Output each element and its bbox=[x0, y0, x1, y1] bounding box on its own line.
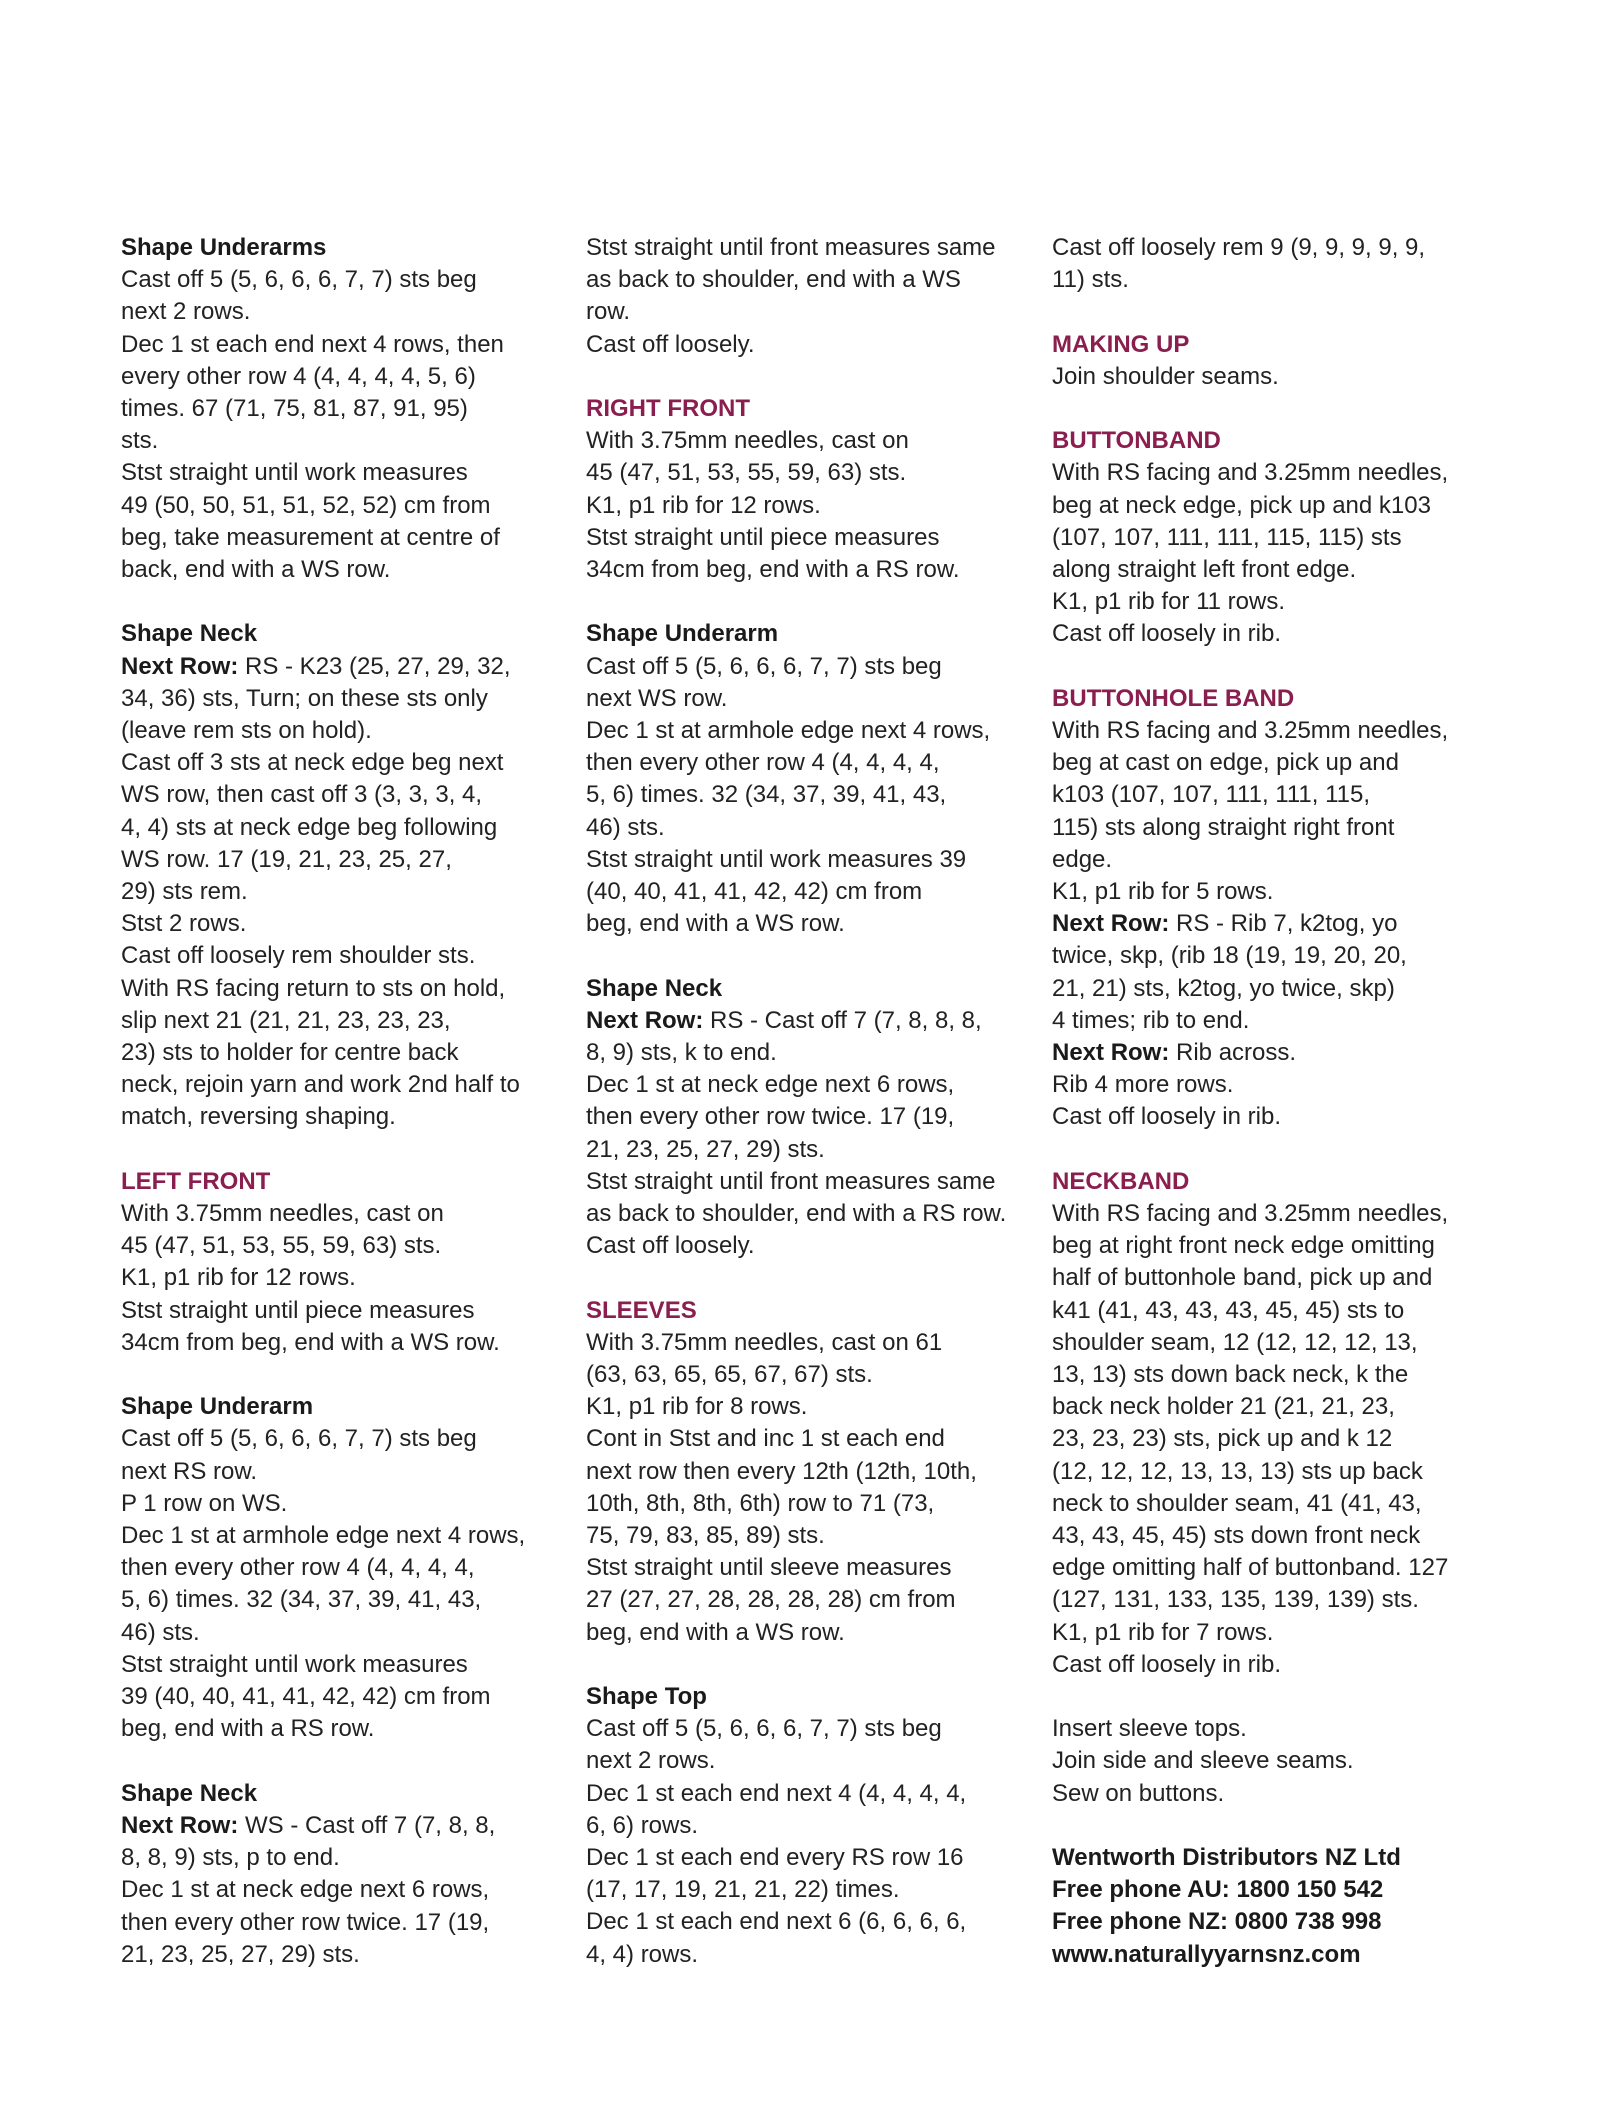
instruction-line: half of buttonhole band, pick up and bbox=[1052, 1264, 1433, 1292]
instruction-line: P 1 row on WS. bbox=[121, 1489, 288, 1517]
instruction-line: edge omitting half of buttonband. 127 bbox=[1052, 1554, 1449, 1582]
instruction-line: 4, 4) sts at neck edge beg following bbox=[121, 813, 498, 841]
instruction-line bbox=[1052, 908, 1512, 940]
instruction-line: beg, end with a RS row. bbox=[121, 1715, 375, 1743]
subsection-heading: Shape Neck bbox=[121, 1779, 258, 1807]
instruction-line: 4 times; rib to end. bbox=[1052, 1006, 1250, 1034]
row-label: Next Row: bbox=[121, 1811, 239, 1839]
instruction-line: K1, p1 rib for 12 rows. bbox=[586, 491, 821, 519]
instruction-line: row. bbox=[586, 298, 631, 326]
instruction-line: 29) sts rem. bbox=[121, 878, 248, 906]
contact-line: Free phone NZ: 0800 738 998 bbox=[1052, 1908, 1382, 1936]
instruction-line: next 2 rows. bbox=[121, 298, 251, 326]
instruction-line: beg, end with a WS row. bbox=[586, 1618, 845, 1646]
instruction-line: every other row 4 (4, 4, 4, 4, 5, 6) bbox=[121, 362, 476, 390]
row-label: Next Row: bbox=[586, 1006, 704, 1034]
instruction-line: With RS facing and 3.25mm needles, bbox=[1052, 459, 1449, 487]
instruction-line: 5, 6) times. 32 (34, 37, 39, 41, 43, bbox=[121, 1586, 482, 1614]
instruction-line: Dec 1 st at armhole edge next 4 rows, bbox=[121, 1522, 526, 1550]
instruction-line: 45 (47, 51, 53, 55, 59, 63) sts. bbox=[586, 459, 907, 487]
instruction-line: With 3.75mm needles, cast on 61 bbox=[586, 1328, 943, 1356]
subsection-heading: Shape Top bbox=[586, 1683, 707, 1711]
instruction-line: as back to shoulder, end with a WS bbox=[586, 266, 961, 294]
instruction-line: back neck holder 21 (21, 21, 23, bbox=[1052, 1393, 1395, 1421]
instruction-line: times. 67 (71, 75, 81, 87, 91, 95) bbox=[121, 395, 468, 423]
instruction-line: 46) sts. bbox=[586, 813, 665, 841]
instruction-line: 43, 43, 45, 45) sts down front neck bbox=[1052, 1522, 1421, 1550]
instruction-line: 21, 23, 25, 27, 29) sts. bbox=[586, 1135, 825, 1163]
instruction-line: (107, 107, 111, 111, 115, 115) sts bbox=[1052, 523, 1402, 551]
row-label: Next Row: bbox=[121, 652, 239, 680]
instruction-line: K1, p1 rib for 8 rows. bbox=[586, 1393, 808, 1421]
instruction-line: beg, take measurement at centre of bbox=[121, 523, 500, 551]
section-left-front bbox=[121, 1166, 561, 1359]
instruction-line: Cast off loosely. bbox=[586, 330, 755, 358]
column-1 bbox=[121, 232, 561, 1971]
instruction-line: (17, 17, 19, 21, 21, 22) times. bbox=[586, 1876, 900, 1904]
instruction-line: 6, 6) rows. bbox=[586, 1811, 699, 1839]
instruction-line: 21, 23, 25, 27, 29) sts. bbox=[121, 1940, 360, 1968]
instruction-line: Join shoulder seams. bbox=[1052, 362, 1279, 390]
instruction-line: then every other row 4 (4, 4, 4, 4, bbox=[586, 749, 940, 777]
instruction-line: K1, p1 rib for 11 rows. bbox=[1052, 588, 1285, 616]
instruction-line: 23, 23, 23) sts, pick up and k 12 bbox=[1052, 1425, 1393, 1453]
instruction-line: Dec 1 st at neck edge next 6 rows, bbox=[121, 1876, 490, 1904]
instruction-line: With RS facing and 3.25mm needles, bbox=[1052, 717, 1449, 744]
instruction-line: (12, 12, 12, 13, 13, 13) sts up back bbox=[1052, 1457, 1423, 1485]
instruction-line: Sew on buttons. bbox=[1052, 1779, 1225, 1807]
instruction-line: k41 (41, 43, 43, 43, 45, 45) sts to bbox=[1052, 1296, 1405, 1324]
instruction-line: 49 (50, 50, 51, 51, 52, 52) cm from bbox=[121, 491, 491, 519]
instruction-line: WS row. 17 (19, 21, 23, 25, 27, bbox=[121, 845, 452, 873]
section-heading: MAKING UP bbox=[1052, 330, 1190, 358]
instruction-line: beg, end with a WS row. bbox=[586, 910, 845, 938]
row-text: RS - Rib 7, k2tog, yo bbox=[1169, 910, 1398, 938]
section-shape-top bbox=[586, 1681, 1026, 1971]
row-text: Rib across. bbox=[1169, 1039, 1297, 1067]
instruction-line: Cast off loosely in rib. bbox=[1052, 1650, 1281, 1678]
instruction-line: (127, 131, 133, 135, 139, 139) sts. bbox=[1052, 1586, 1419, 1614]
instruction-line: 45 (47, 51, 53, 55, 59, 63) sts. bbox=[121, 1232, 442, 1260]
row-label: Next Row: bbox=[1052, 910, 1170, 938]
subsection-heading: Shape Underarm bbox=[121, 1393, 314, 1421]
row-text: RS - Cast off 7 (7, 8, 8, 8, bbox=[703, 1006, 982, 1034]
instruction-line: Cast off 5 (5, 6, 6, 6, 7, 7) sts beg bbox=[586, 652, 942, 680]
instruction-line: WS row, then cast off 3 (3, 3, 3, 4, bbox=[121, 781, 483, 809]
row-label: Next Row: bbox=[1052, 1039, 1170, 1067]
instruction-line: edge. bbox=[1052, 845, 1113, 873]
instruction-line: Stst straight until front measures same bbox=[586, 234, 996, 261]
section-shape-underarm bbox=[121, 1391, 561, 1745]
instruction-line: 34, 36) sts, Turn; on these sts only bbox=[121, 684, 488, 712]
instruction-line: 46) sts. bbox=[121, 1618, 200, 1646]
instruction-line: 21, 21) sts, k2tog, yo twice, skp) bbox=[1052, 974, 1395, 1002]
instruction-line: Cast off loosely. bbox=[586, 1232, 755, 1260]
column-2 bbox=[586, 232, 1026, 1971]
instruction-line: then every other row twice. 17 (19, bbox=[121, 1908, 490, 1936]
instruction-line: Stst straight until front measures same bbox=[586, 1167, 996, 1195]
instruction-line bbox=[121, 651, 561, 683]
instruction-line: next RS row. bbox=[121, 1457, 258, 1485]
instruction-line: With 3.75mm needles, cast on bbox=[586, 427, 909, 455]
section-shape-underarms bbox=[121, 232, 561, 586]
instruction-line: k103 (107, 107, 111, 111, 115, bbox=[1052, 781, 1371, 809]
contact-block bbox=[1052, 1842, 1512, 1971]
section-heading: BUTTONBAND bbox=[1052, 427, 1221, 455]
section-right-front bbox=[586, 393, 1026, 586]
instruction-line: Cast off loosely in rib. bbox=[1052, 1103, 1281, 1131]
instruction-line bbox=[586, 1005, 1026, 1037]
instruction-line: K1, p1 rib for 12 rows. bbox=[121, 1264, 356, 1292]
instruction-line: Cast off 5 (5, 6, 6, 6, 7, 7) sts beg bbox=[121, 266, 477, 294]
instruction-line: Stst 2 rows. bbox=[121, 910, 247, 938]
instruction-line: 13, 13) sts down back neck, k the bbox=[1052, 1361, 1409, 1389]
instruction-line: 11) sts. bbox=[1052, 266, 1129, 294]
section-making-up bbox=[1052, 329, 1512, 393]
instruction-line: neck, rejoin yarn and work 2nd half to bbox=[121, 1071, 520, 1099]
instruction-line bbox=[1052, 1037, 1512, 1069]
section-heading: SLEEVES bbox=[586, 1296, 697, 1324]
instruction-line: Cont in Stst and inc 1 st each end bbox=[586, 1425, 945, 1453]
instruction-line: K1, p1 rib for 5 rows. bbox=[1052, 878, 1274, 906]
instruction-line: Stst straight until work measures bbox=[121, 1650, 468, 1678]
instruction-line: match, reversing shaping. bbox=[121, 1103, 396, 1131]
instruction-line: Cast off 3 sts at neck edge beg next bbox=[121, 749, 504, 777]
subsection-heading: Shape Underarms bbox=[121, 234, 327, 261]
instruction-line: as back to shoulder, end with a RS row. bbox=[586, 1200, 1007, 1228]
section-heading: LEFT FRONT bbox=[121, 1167, 271, 1195]
instruction-line: then every other row 4 (4, 4, 4, 4, bbox=[121, 1554, 475, 1582]
instruction-line: With RS facing return to sts on hold, bbox=[121, 974, 506, 1002]
instruction-line: beg at neck edge, pick up and k103 bbox=[1052, 491, 1431, 519]
section-buttonband bbox=[1052, 425, 1512, 650]
instruction-line: K1, p1 rib for 7 rows. bbox=[1052, 1618, 1274, 1646]
contact-line: www.naturallyyarnsnz.com bbox=[1052, 1940, 1361, 1968]
contact-line: Free phone AU: 1800 150 542 bbox=[1052, 1876, 1384, 1904]
instruction-line: Rib 4 more rows. bbox=[1052, 1071, 1234, 1099]
section-shape-neck bbox=[121, 618, 561, 1133]
instruction-line: shoulder seam, 12 (12, 12, 12, 13, bbox=[1052, 1328, 1418, 1356]
instruction-line: twice, skp, (rib 18 (19, 19, 20, 20, bbox=[1052, 942, 1407, 970]
row-text: WS - Cast off 7 (7, 8, 8, bbox=[238, 1811, 496, 1839]
section-neckband bbox=[1052, 1166, 1512, 1681]
instruction-line: next 2 rows. bbox=[586, 1747, 716, 1775]
instruction-line: With 3.75mm needles, cast on bbox=[121, 1200, 444, 1228]
instruction-line bbox=[121, 1810, 561, 1842]
section-heading: RIGHT FRONT bbox=[586, 395, 750, 422]
instruction-line: Dec 1 st each end next 6 (6, 6, 6, 6, bbox=[586, 1908, 967, 1936]
section-shape-neck bbox=[121, 1778, 561, 1971]
instruction-line: (40, 40, 41, 41, 42, 42) cm from bbox=[586, 878, 923, 906]
instruction-line: Cast off 5 (5, 6, 6, 6, 7, 7) sts beg bbox=[121, 1425, 477, 1453]
instruction-line: Dec 1 st each end next 4 (4, 4, 4, 4, bbox=[586, 1779, 967, 1807]
contact-line: Wentworth Distributors NZ Ltd bbox=[1052, 1844, 1401, 1872]
subsection-heading: Shape Neck bbox=[121, 620, 258, 648]
instruction-line: Stst straight until work measures 39 bbox=[586, 845, 967, 873]
instruction-line: beg at right front neck edge omitting bbox=[1052, 1232, 1435, 1260]
instruction-line: Cast off loosely rem shoulder sts. bbox=[121, 942, 476, 970]
instruction-line: Dec 1 st at neck edge next 6 rows, bbox=[586, 1071, 955, 1099]
instruction-line: Stst straight until piece measures bbox=[121, 1296, 475, 1324]
instruction-line: 4, 4) rows. bbox=[586, 1940, 699, 1968]
instruction-line: beg at cast on edge, pick up and bbox=[1052, 749, 1399, 777]
instruction-line: 10th, 8th, 8th, 6th) row to 71 (73, bbox=[586, 1489, 935, 1517]
instruction-line: 39 (40, 40, 41, 41, 42, 42) cm from bbox=[121, 1683, 491, 1711]
instruction-line: 5, 6) times. 32 (34, 37, 39, 41, 43, bbox=[586, 781, 947, 809]
instruction-line: (leave rem sts on hold). bbox=[121, 717, 372, 745]
instruction-line: neck to shoulder seam, 41 (41, 43, bbox=[1052, 1489, 1422, 1517]
instruction-line: Stst straight until sleeve measures bbox=[586, 1554, 952, 1582]
section-continued bbox=[1052, 232, 1512, 296]
instruction-line: 34cm from beg, end with a RS row. bbox=[586, 556, 960, 584]
instruction-line: Dec 1 st each end every RS row 16 bbox=[586, 1844, 964, 1872]
instruction-line: With RS facing and 3.25mm needles, bbox=[1052, 1200, 1449, 1228]
instruction-line: 34cm from beg, end with a WS row. bbox=[121, 1328, 500, 1356]
section-continued bbox=[1052, 1713, 1512, 1810]
instruction-line: Dec 1 st each end next 4 rows, then bbox=[121, 330, 504, 358]
instruction-line: (63, 63, 65, 65, 67, 67) sts. bbox=[586, 1361, 873, 1389]
instruction-line: next WS row. bbox=[586, 684, 728, 712]
column-3 bbox=[1052, 232, 1512, 1971]
instruction-line: sts. bbox=[121, 427, 159, 455]
subsection-heading: Shape Underarm bbox=[586, 620, 779, 648]
instruction-line: Stst straight until piece measures bbox=[586, 523, 940, 551]
instruction-line: next row then every 12th (12th, 10th, bbox=[586, 1457, 977, 1485]
section-heading: NECKBAND bbox=[1052, 1167, 1190, 1195]
instruction-line: 75, 79, 83, 85, 89) sts. bbox=[586, 1522, 825, 1550]
instruction-line: then every other row twice. 17 (19, bbox=[586, 1103, 955, 1131]
instruction-line: Cast off 5 (5, 6, 6, 6, 7, 7) sts beg bbox=[586, 1715, 942, 1743]
section-buttonhole-band bbox=[1052, 683, 1512, 1134]
instruction-line: 23) sts to holder for centre back bbox=[121, 1039, 459, 1067]
section-heading: BUTTONHOLE BAND bbox=[1052, 684, 1295, 712]
instruction-line: Dec 1 st at armhole edge next 4 rows, bbox=[586, 717, 991, 745]
instruction-line: slip next 21 (21, 21, 23, 23, 23, bbox=[121, 1006, 451, 1034]
subsection-heading: Shape Neck bbox=[586, 974, 723, 1002]
instruction-line: along straight left front edge. bbox=[1052, 556, 1357, 583]
instruction-line: Stst straight until work measures bbox=[121, 459, 468, 487]
instruction-line: Join side and sleeve seams. bbox=[1052, 1747, 1354, 1775]
instruction-line: 8, 8, 9) sts, p to end. bbox=[121, 1844, 340, 1872]
section-shape-neck bbox=[586, 973, 1026, 1263]
section-shape-underarm bbox=[586, 618, 1026, 940]
row-text: RS - K23 (25, 27, 29, 32, bbox=[238, 652, 511, 680]
instruction-line: back, end with a WS row. bbox=[121, 556, 391, 584]
instruction-line: Insert sleeve tops. bbox=[1052, 1715, 1247, 1743]
instruction-line: Cast off loosely in rib. bbox=[1052, 620, 1281, 648]
section-sleeves bbox=[586, 1295, 1026, 1649]
section-continued bbox=[586, 232, 1026, 361]
instruction-line: 27 (27, 27, 28, 28, 28, 28) cm from bbox=[586, 1586, 956, 1614]
instruction-line: Cast off loosely rem 9 (9, 9, 9, 9, 9, bbox=[1052, 234, 1426, 261]
instruction-line: 8, 9) sts, k to end. bbox=[586, 1039, 777, 1067]
instruction-line: 115) sts along straight right front bbox=[1052, 813, 1395, 841]
